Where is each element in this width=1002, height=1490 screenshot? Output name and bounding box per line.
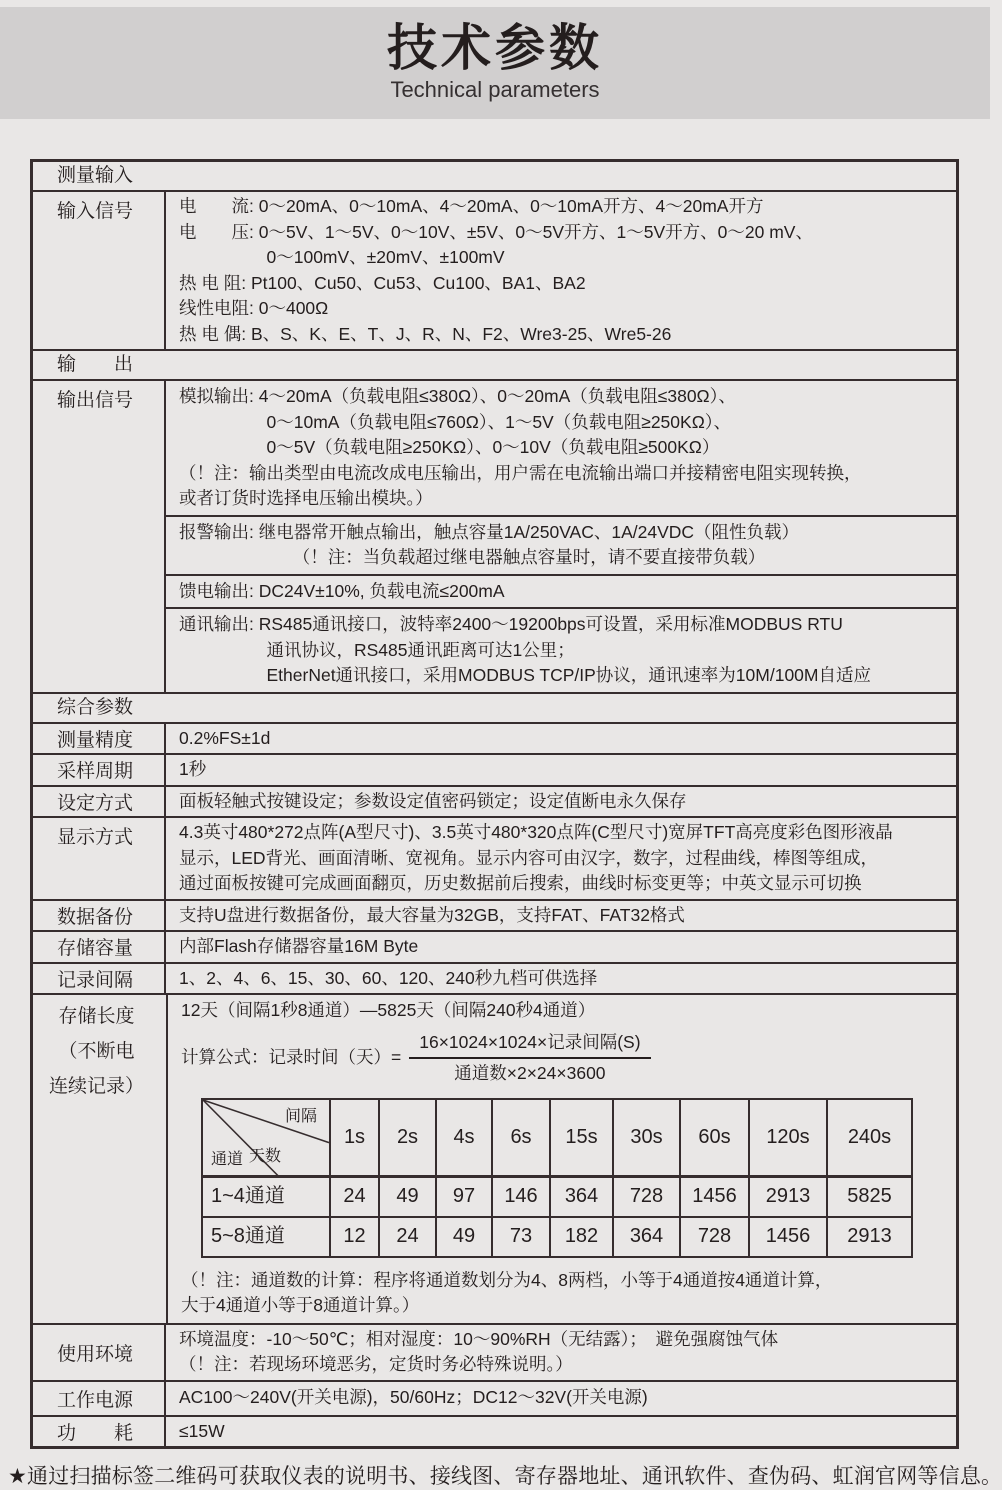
days-cell: 1456 [680,1177,749,1217]
interval-header-cell: 1s [330,1099,379,1177]
days-cell: 49 [436,1217,492,1257]
content-line: 馈电输出: DC24V±10%, 负载电流≤200mA [179,580,505,601]
interval-header-cell: 2s [379,1099,436,1177]
content-line: 电 流: 0～20mA、0～10mA、4～20mA、0～10mA开方、4～20mA开方 [179,196,764,216]
row-display [33,816,956,899]
alarm-output-block [166,515,956,574]
row-accuracy [33,722,956,754]
content-line: 线性电阻: 0～400Ω [179,298,329,318]
label-output-signal: 输出信号 [33,381,166,692]
storage-content [168,995,956,1323]
interval-header-cell: 120s [749,1099,827,1177]
backup-value: 支持U盘进行数据备份，最大容量为32GB，支持FAT、FAT32格式 [179,904,685,925]
analog-output-block [166,381,956,515]
label-setting: 设定方式 [33,787,166,817]
label-interval: 记录间隔 [33,964,166,994]
days-cell: 12 [330,1217,379,1257]
days-cell: 182 [550,1217,613,1257]
content-line: 0～10mA（负载电阻≤760Ω）、1～5V（负载电阻≥250KΩ）、 [179,411,732,432]
days-cell: 364 [613,1217,680,1257]
spec-table [30,159,959,1449]
label-environment: 使用环境 [33,1325,166,1380]
content-line: 模拟输出: 4～20mA（负载电阻≤380Ω）、0～20mA（负载电阻≤380Ω）、 [179,386,736,406]
corner-channel-label: 通道 [211,1150,244,1168]
content-line: 或者订货时选择电压输出模块。） [179,488,433,508]
storage-formula [181,1030,948,1086]
label-power: 工作电源 [33,1382,166,1415]
row-input-signal [33,190,956,349]
storage-days-table [201,1098,913,1258]
days-cell: 1456 [749,1217,827,1257]
storage-range-line: 12天（间隔1秒8通道）—5825天（间隔240秒4通道） [181,1000,596,1020]
content-line: 0～5V（负载电阻≥250KΩ）、0～10V（负载电阻≥500KΩ） [179,437,720,457]
section-header-general: 综合参数 [57,696,134,718]
label-accuracy: 测量精度 [33,724,166,754]
days-cell: 146 [492,1177,550,1217]
days-cell: 728 [680,1217,749,1257]
row-backup [33,899,956,931]
input-signal-content [166,192,956,349]
interval-header-cell: 15s [550,1099,613,1177]
section-header-output: 输 出 [57,354,134,375]
channel-row-label: 1~4通道 [202,1177,330,1217]
fraction-numerator: 16×1024×1024×记录间隔(S) [409,1030,650,1059]
row-power [33,1380,956,1415]
corner-days-label: 天数 [249,1147,282,1165]
row-sampling [33,753,956,785]
label-consumption: 功 耗 [33,1417,166,1447]
output-signal-content [166,381,956,692]
days-cell: 97 [436,1177,492,1217]
environment-content [166,1325,956,1380]
label-input-signal: 输入信号 [33,192,166,349]
label-storage-length: 存储长度 （不断电 连续记录） [33,995,168,1323]
storage-notes [181,1268,948,1319]
page-title: 技术参数 [387,20,603,76]
comm-output-block [166,607,956,692]
interval-header-cell: 240s [827,1099,912,1177]
content-line: 大于4通道小等于8通道计算。） [181,1295,420,1315]
content-line: EtherNet通讯接口，采用MODBUS TCP/IP协议，通讯速率为10M/100M自适应 [179,665,871,685]
title-banner [0,7,990,119]
table-row [202,1177,912,1217]
content-line: 报警输出: 继电器常开触点输出，触点容量1A/250VAC、1A/24VDC（阻性负载） [179,521,800,542]
content-line: 0～100mV、±20mV、±100mV [179,247,505,267]
days-cell: 2913 [749,1177,827,1217]
label-sampling: 采样周期 [33,755,166,785]
table-row [202,1217,912,1257]
sampling-value: 1秒 [179,759,207,779]
interval-value: 1、2、4、6、15、30、60、120、240秒九档可供选择 [179,967,598,988]
consumption-value: ≤15W [179,1420,225,1441]
days-cell: 2913 [827,1217,912,1257]
content-line: 热 电 偶: B、S、K、E、T、J、R、N、F2、Wre3-25、Wre5-26 [179,323,672,344]
corner-interval-label: 间隔 [284,1107,317,1125]
row-section-general [33,692,956,722]
days-cell: 728 [613,1177,680,1217]
row-setting [33,785,956,817]
row-section-output [33,349,956,379]
interval-header-cell: 60s [680,1099,749,1177]
content-line: （！注：输出类型由电流改成电压输出，用户需在电流输出端口并接精密电阻实现转换， [179,462,862,483]
content-line: 通过面板按键可完成画面翻页，历史数据前后搜索，曲线时标变更等；中英文显示可切换 [179,873,862,893]
formula-prefix: 计算公式：记录时间（天）= [181,1047,402,1067]
row-interval [33,962,956,994]
diagonal-corner-cell [202,1099,330,1177]
formula-fraction [409,1030,650,1086]
row-storage-length [33,993,956,1323]
row-capacity [33,930,956,962]
footer-note: ★通过扫描标签二维码可获取仪表的说明书、接线图、寄存器地址、通讯软件、查伪码、虹润官网等信息。 [8,1465,1002,1488]
content-line: （！注：当负载超过继电器触点容量时，请不要直接带负载） [179,547,766,567]
feed-output-block [166,574,956,608]
row-section-measure-input [33,162,956,190]
days-cell: 5825 [827,1177,912,1217]
content-line: 显示，LED背光、画面清晰、宽视角。显示内容可由汉字，数字，过程曲线，棒图等组成， [179,847,879,868]
content-line: 环境温度：-10～50℃；相对湿度：10～90%RH（无结露）； 避免强腐蚀气体 [179,1328,779,1349]
interval-header-cell: 4s [436,1099,492,1177]
power-value: AC100～240V(开关电源)，50/60Hz；DC12～32V(开关电源) [179,1387,648,1408]
content-line: （！注：若现场环境恶劣，定货时务必特殊说明。） [179,1354,573,1374]
label-capacity: 存储容量 [33,932,166,962]
section-header-measure-input: 测量输入 [57,165,134,186]
display-content [166,818,956,899]
content-line: 电 压: 0～5V、1～5V、0～10V、±5V、0～5V开方、1～5V开方、0～20 mV、 [179,221,813,242]
label-backup: 数据备份 [33,901,166,931]
content-line: 通讯输出: RS485通讯接口，波特率2400～19200bps可设置，采用标准MODBUS RTU [179,614,843,634]
capacity-value: 内部Flash存储器容量16M Byte [179,936,419,956]
days-cell: 24 [330,1177,379,1217]
accuracy-value: 0.2%FS±1d [179,727,271,748]
fraction-denominator: 通道数×2×24×3600 [454,1062,606,1083]
row-consumption [33,1415,956,1447]
days-cell: 49 [379,1177,436,1217]
interval-header-cell: 30s [613,1099,680,1177]
content-line: 通讯协议，RS485通讯距离可达1公里； [179,639,575,660]
content-line: 热 电 阻: Pt100、Cu50、Cu53、Cu100、BA1、BA2 [179,272,586,293]
label-display: 显示方式 [33,818,166,899]
days-cell: 24 [379,1217,436,1257]
page-subtitle: Technical parameters [390,77,600,102]
content-line: （！注：通道数的计算：程序将通道数划分为4、8两档，小等于4通道按4通道计算， [181,1269,833,1290]
days-cell: 73 [492,1217,550,1257]
interval-header-cell: 6s [492,1099,550,1177]
setting-value: 面板轻触式按键设定；参数设定值密码锁定；设定值断电永久保存 [179,790,687,811]
content-line: 4.3英寸480*272点阵(A型尺寸)、3.5英寸480*320点阵(C型尺寸)宽屏TFT高亮度彩色图形液晶 [179,822,893,842]
row-output-signal [33,379,956,692]
channel-row-label: 5~8通道 [202,1217,330,1257]
days-cell: 364 [550,1177,613,1217]
row-environment [33,1323,956,1380]
